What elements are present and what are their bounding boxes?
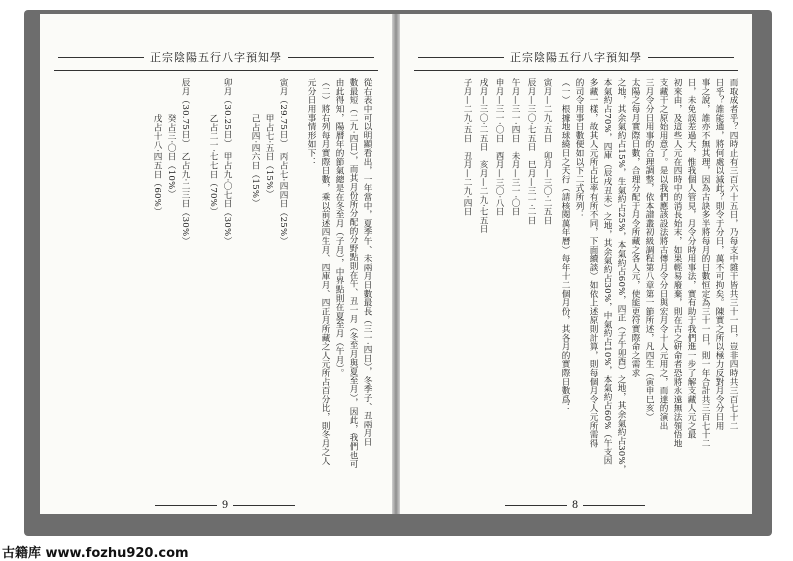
right-text-column: （一）根據地球繞日之天行（請核閱萬年曆）每年十二個月份，其各月的實際日數爲： — [560, 78, 570, 413]
right-text-column: 申月—三一·〇日 酉月—三〇·八日 — [494, 78, 504, 216]
right-text-column: 初來由，及這些人元在四時中的消長始末，如果輕易廢棄，則在古之研命者恐將永遠無法領悟地 — [672, 78, 682, 448]
right-text-column: 寅月—二九·五日 卯月—三〇·二五日 — [542, 78, 552, 225]
right-text-column: 太陽之每月實際日數，合理分配于月令所藏之各人元，使能更符實際命之需求 — [630, 78, 640, 378]
left-page-number: 9 — [221, 499, 229, 511]
left-header-rule — [54, 70, 378, 71]
left-text-column: 卯月（30.25日） 甲占九·〇七日（30%） — [222, 78, 232, 246]
right-page — [400, 14, 752, 514]
site-watermark: 古籍库 www.fozhu920.com — [2, 546, 189, 561]
left-text-column: 辰月（30.75日） 乙占九·二三日（30%） — [180, 78, 190, 246]
left-text-column: （二）將右列每月實際日數，乘以前述四生月、四庫月、四正月所藏之人元所占百分比，則冬月之人 — [320, 78, 330, 466]
right-text-column: 的司令用事日數便如以下二式所列： — [574, 78, 584, 219]
right-text-column: 日，未免誤差過大，惟我個人管見，月令分時用事法，實有助于我們進一步了解支藏人元之最 — [686, 78, 696, 439]
left-text-column: 乙占二一·七七日（70%） — [208, 114, 218, 216]
right-text-column: 本氣約占70%，四庫（辰戌丑未）之地，其余氣約占30%，中氣約占10%，本氣約占60%（午支因 — [602, 78, 612, 465]
right-text-column: 而取成者乎？四時止有三百六十五日，乃每支中雜干皆共三十一日，豈非四時共三百七十二 — [728, 78, 738, 430]
right-text-column: 事之說，誰亦不無其理，因為古訣多半將每月的日數恒定為三十一日，則一年合計共三百七十二 — [700, 78, 710, 448]
right-text-column: 三月令分日用事的合理調整，依本譜叢初級調程第八章第一節所述，凡四生（寅申巳亥） — [644, 78, 654, 422]
right-header-rule — [414, 70, 738, 71]
right-page-folio — [500, 499, 650, 511]
left-text-column: 數最短（二九·四日），而其月份所分配的分野點則在午、丑一月（冬至月與夏至月），因此，我們也可 — [348, 78, 358, 469]
right-text-column: 子月—二九·五日 丑月—二九·四日 — [462, 78, 472, 216]
right-page-running-header: 正宗陰陽五行八字預知學 — [412, 48, 740, 66]
left-text-column: 癸占三·〇日（10%） — [166, 114, 176, 199]
right-text-column: 支藏干之原始用意了。是以我們應該設法將古傳月令分日與宏月令十人元用之，而達的演出 — [658, 78, 668, 430]
book-spine — [392, 14, 400, 514]
right-text-column: 日乎？誰能通，將何處以減此？則令于分日，萬不可拘矣。陳實之所以極力反對月令分日用 — [714, 78, 724, 430]
right-text-column: 戌月—三〇·二五日 亥月—二九·七五日 — [478, 78, 488, 234]
right-text-column: 辰月—三〇·七五日 巳月—三一·二日 — [526, 78, 536, 225]
left-page — [40, 14, 392, 514]
left-text-column: 寅月（29.75日） 丙占七·四四日（25%） — [278, 78, 288, 246]
right-text-column: 之地，其余氣約占15%，生氣約占25%，本氣約占60%，四正（子午卯酉）之地，其余氣約占30%， — [616, 78, 626, 474]
left-text-column: 甲占七·五日（15%） — [264, 114, 274, 199]
left-page-folio — [150, 499, 300, 511]
right-text-column: 多藏一樣，故其人元所占比率有所不同，下面續談）如依上述原則計算，則每個月令人元所需得 — [588, 78, 598, 448]
left-text-column: 戊占十八·四五日（60%） — [152, 114, 162, 216]
left-text-column: 由此得知，陽曆年的節氣總是在冬至月（子月），中界點則在夏至月（午月）。 — [334, 78, 344, 378]
right-text-column: 午月—三一·四日 未月—三一·〇日 — [510, 78, 520, 216]
left-text-column: 從右表中可以明顯看出，一年當中，夏季午、未兩月日數最長（三一·四日），冬季子、丑兩月日 — [362, 78, 372, 447]
left-page-running-header: 正宗陰陽五行八字預知學 — [52, 48, 380, 66]
right-page-number: 8 — [571, 499, 579, 511]
left-text-column: 己占四·四六日（15%） — [250, 114, 260, 208]
left-text-column: 元分日用事情形如下： — [306, 78, 316, 166]
